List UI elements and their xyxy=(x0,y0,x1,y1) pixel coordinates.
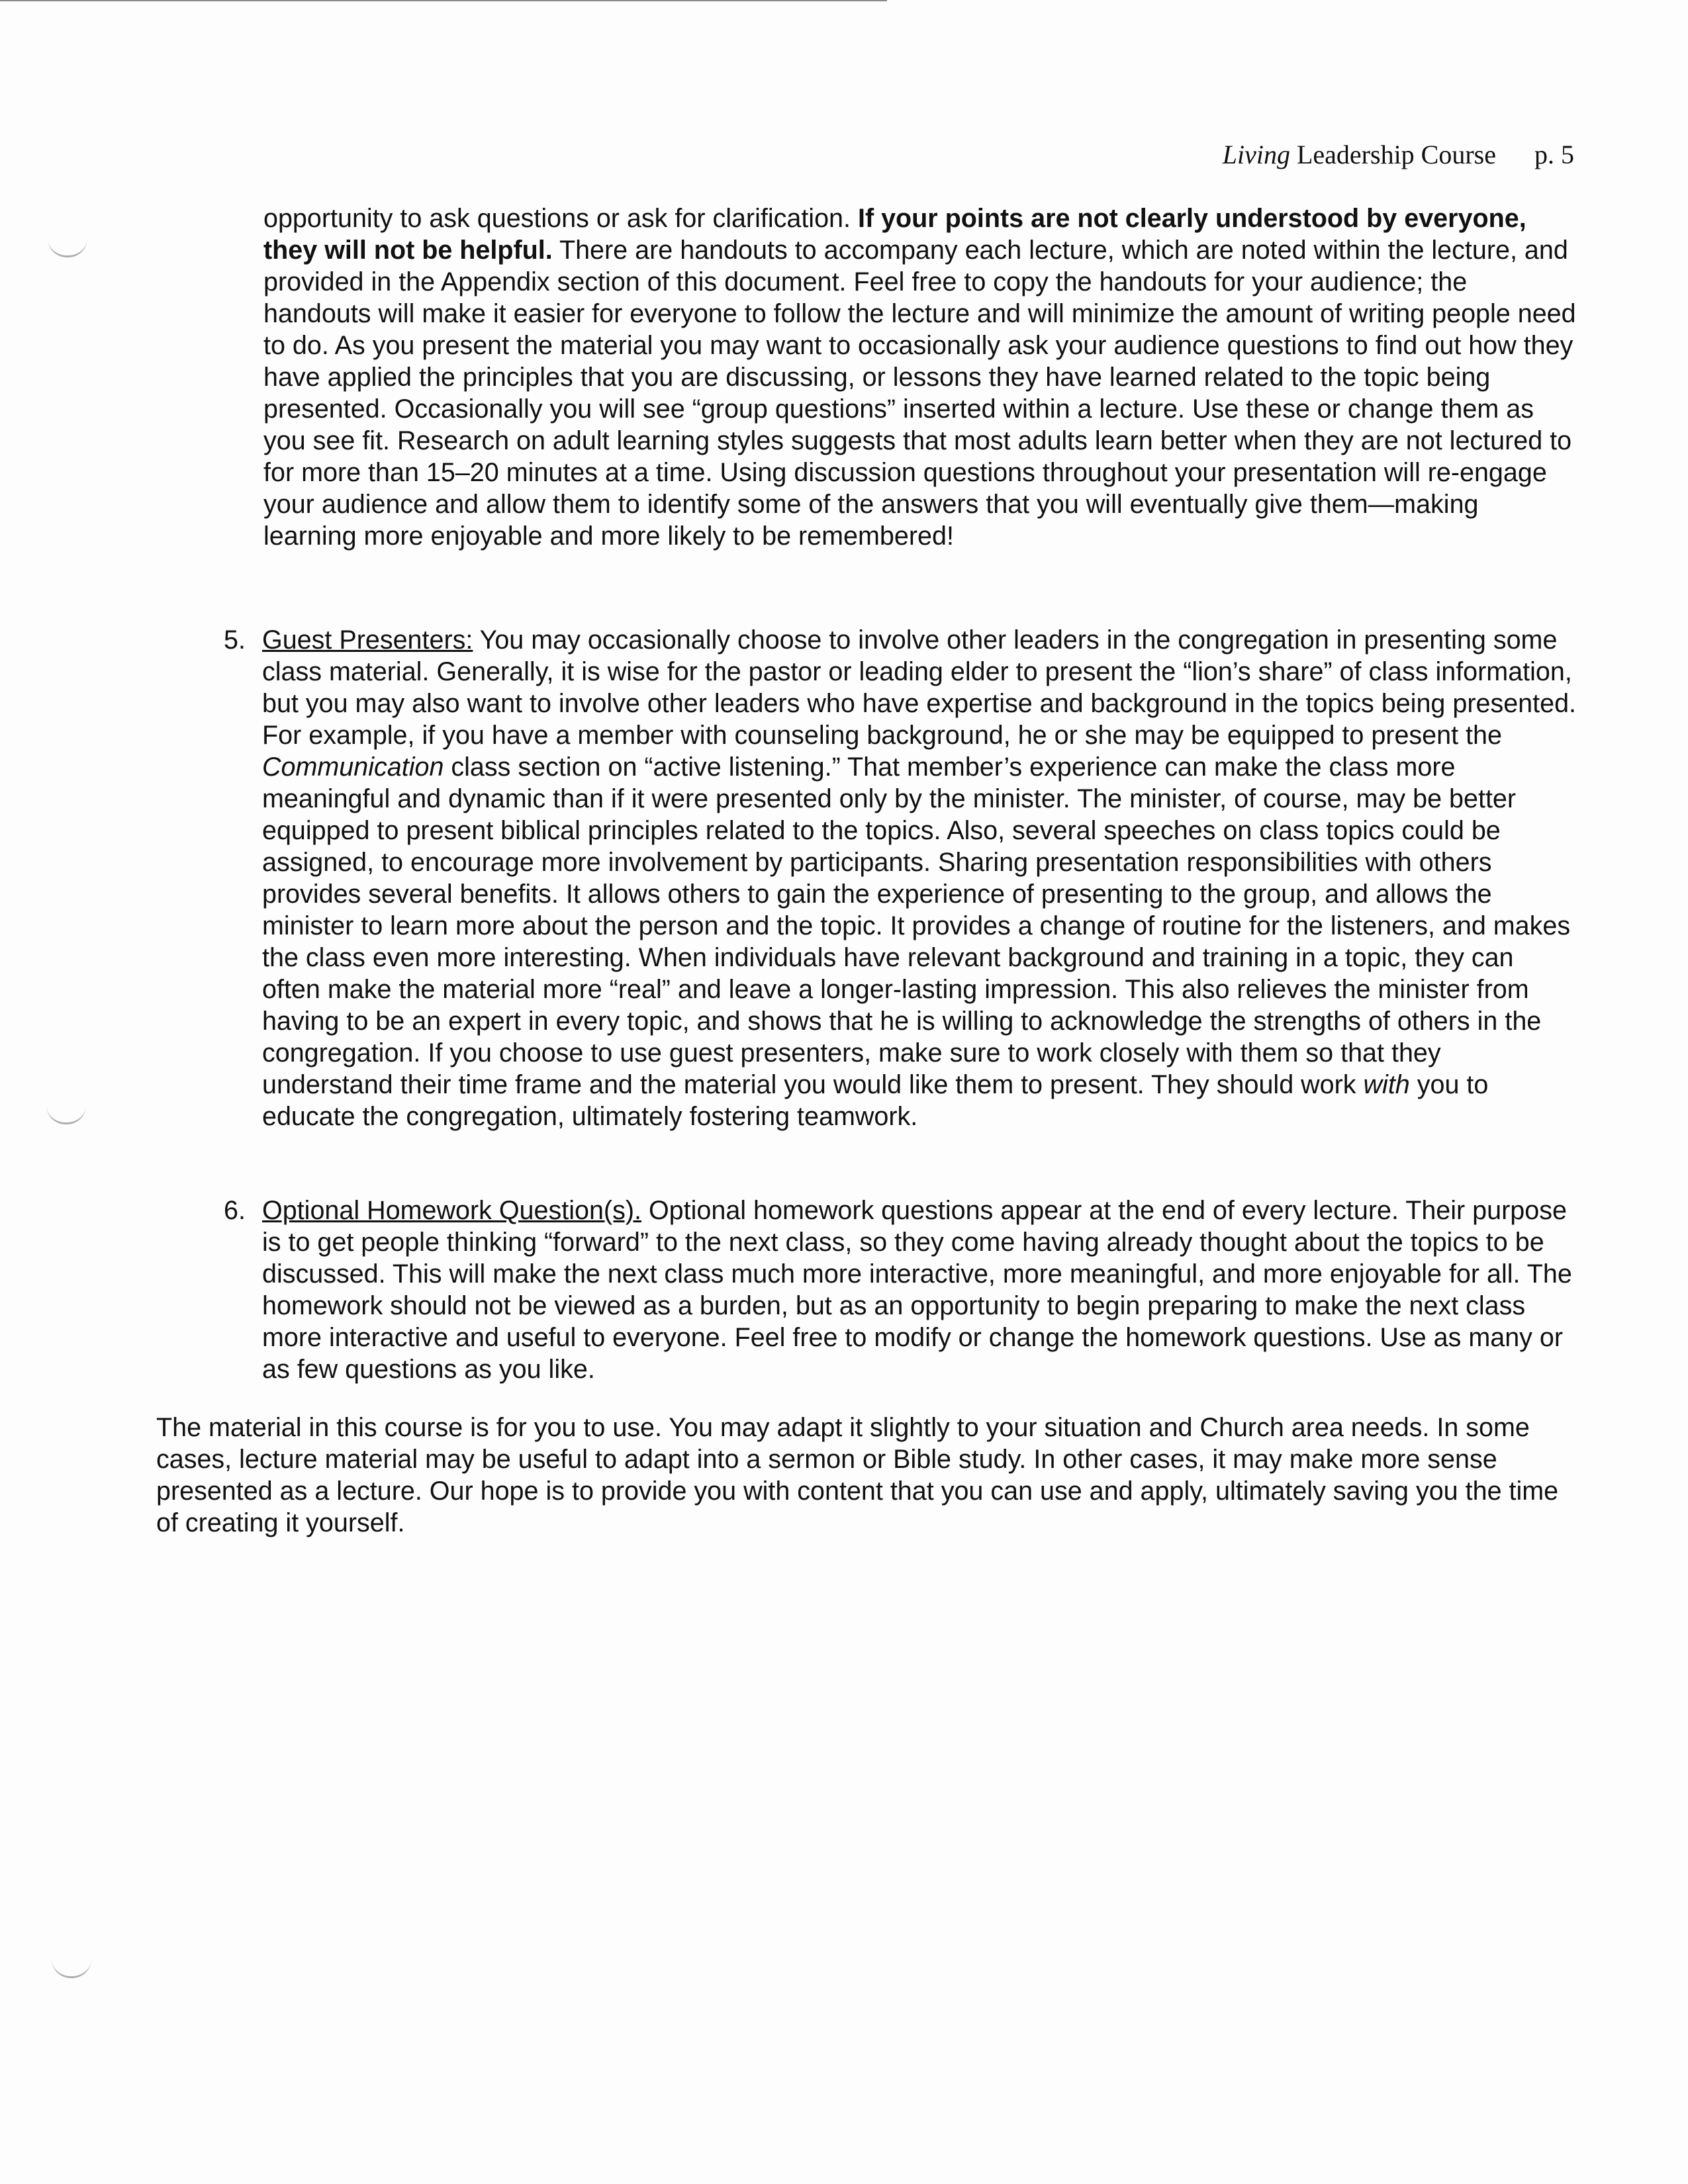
course-name xyxy=(1223,140,1496,169)
intro-bold-emphasis: If your points are not clearly understood by everyone, they will not be helpful. xyxy=(263,204,1526,265)
intro-text-end: There are handouts to accompany each lecture, which are noted within the lecture, and provided in the Appendix section of this document. Feel free to copy the handouts for your audience; the handouts will make it easier for everyone to follow the lecture and will minimize the amount of writing people need to do. As you present the material you may want to occasionally ask your audience questions to find out how they have applied the principles that you are discussing, or lessons they have learned related to the topic being presented. Occasionally you will see “group questions” inserted within a lecture. Use these or change them as you see fit. Research on adult learning styles suggests that most adults learn better when they are not lectured to for more than 15–20 minutes at a time. Using discussion questions throughout your presentation will re-engage your audience and allow them to identify some of the answers that you will eventually give them—making learning more enjoyable and more likely to be remembered! xyxy=(263,236,1576,551)
list-item-body xyxy=(262,624,1577,1132)
item-text: you to educate the congregation, ultimately fostering teamwork. xyxy=(262,1070,1489,1131)
list-number: 6. xyxy=(224,1196,246,1225)
list-item-guest-presenters xyxy=(224,624,1577,1132)
binder-hole-mark xyxy=(52,1959,91,1978)
intro-text-start: opportunity to ask questions or ask for clarification. xyxy=(263,204,858,233)
item-text: class section on “active listening.” That member’s experience can make the class more meaningful and dynamic than if it were presented only by the minister. The minister, of course, may be better equipped to present biblical principles related to the topics. Also, several speeches on class topics could be assigned, to encourage more involvement by participants. Sharing presentation responsibilities with others provides several benefits. It allows others to gain the experience of presenting to the group, and allows the minister to learn more about the person and the topic. It provides a change of routine for the listeners, and makes the class even more interesting. When individuals have relevant background and training in a topic, they can often make the material more “real” and leave a longer-lasting impression. This also relieves the minister from having to be an expert in every topic, and shows that he is willing to acknowledge the strengths of others in the congregation. If you choose to use guest presenters, make sure to work closely with them so that they understand their time frame and the material you would like them to present. They should work xyxy=(262,752,1571,1099)
course-name-italic: Living xyxy=(1222,140,1290,169)
binder-hole-mark xyxy=(48,238,87,257)
list-number: 5. xyxy=(224,625,246,655)
page-number: p. 5 xyxy=(1534,140,1574,169)
item-italic-text: Communication xyxy=(262,752,444,782)
course-name-rest: Leadership Course xyxy=(1289,140,1496,169)
item-heading: Guest Presenters: xyxy=(262,625,473,655)
item-text: You may occasionally choose to involve other leaders in the congregation in presenting some class material. Generally, it is wise for the pastor or leading elder to present the “lion’s share” of class information, but you may also want to involve other leaders who have expertise and background in the topics being presented. For example, if you have a member with counseling background, he or she may be equipped to present the xyxy=(262,625,1577,750)
list-item-body xyxy=(262,1195,1577,1385)
binder-hole-mark xyxy=(46,1105,86,1124)
running-header xyxy=(1223,139,1574,170)
closing-paragraph: The material in this course is for you to use. You may adapt it slightly to your situation and Church area needs. In some cases, lecture material may be useful to adapt into a sermon or Bible study. In other cases, it may make more sense presented as a lecture. Our hope is to provide you with content that you can use and apply, ultimately saving you the time of creating it yourself. xyxy=(156,1413,1559,1537)
list-item-optional-homework xyxy=(224,1195,1577,1385)
item-italic-text: with xyxy=(1363,1070,1410,1099)
scan-edge xyxy=(0,0,887,1)
intro-paragraph xyxy=(263,203,1577,552)
item-heading: Optional Homework Question(s). xyxy=(262,1196,641,1225)
item-text: Optional homework questions appear at the end of every lecture. Their purpose is to get people thinking “forward” to the next class, so they come having already thought about the topics to be discussed. This will make the next class much more interactive, more meaningful, and more enjoyable for all. The homework should not be viewed as a burden, but as an opportunity to begin preparing to make the next class more interactive and useful to everyone. Feel free to modify or change the homework questions. Use as many or as few questions as you like. xyxy=(262,1196,1572,1384)
